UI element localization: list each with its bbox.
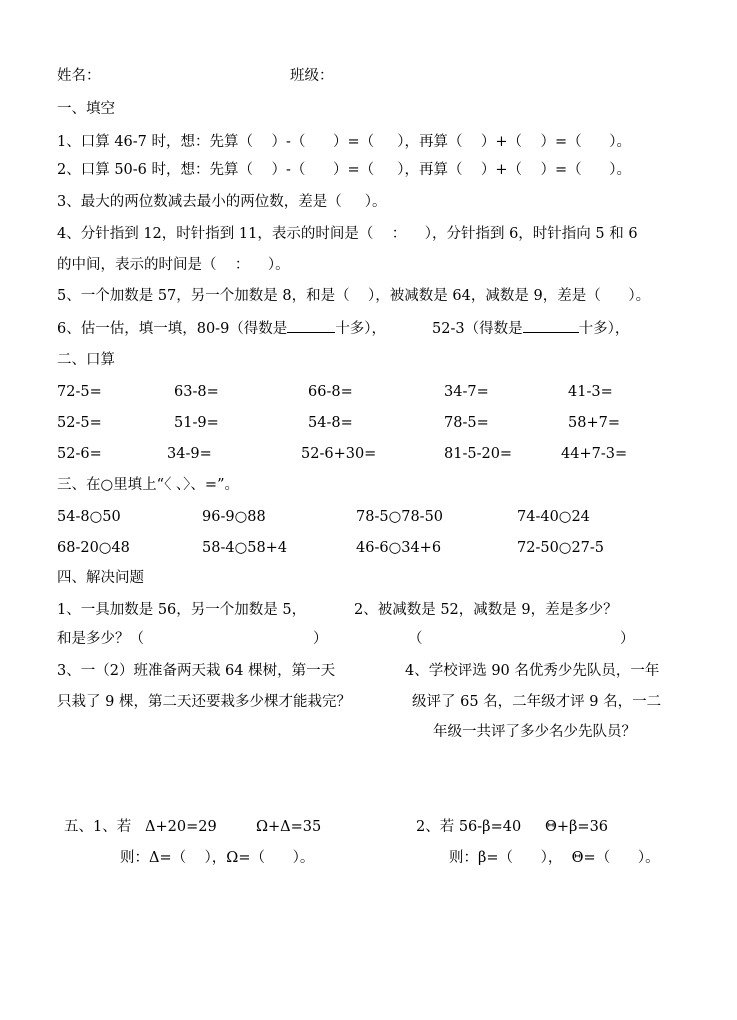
problem-1-line2: 和是多少？（: [57, 631, 144, 647]
compare-item: 96-9○88: [202, 509, 266, 525]
problem-2-close: ）: [620, 631, 635, 647]
problem-4-line2: 级评了 65 名，二年级才评 9 名，一二: [412, 694, 662, 710]
problem-2-line1: 2、被减数是 52，减数是 9，差是多少？: [354, 602, 618, 618]
problem-1-line1: 1、一具加数是 56，另一个加数是 5，: [57, 602, 307, 618]
compare-item: 72-50○27-5: [517, 540, 605, 556]
section-1-title: 一、填空: [57, 101, 115, 117]
q6-part-d: 十多），: [578, 321, 630, 337]
problem-2-open: （: [408, 631, 423, 647]
question-1-3: 3、最大的两位数减去最小的两位数，差是（ ）。: [57, 194, 387, 210]
calc-item: 52-6=: [57, 446, 102, 462]
compare-item: 74-40○24: [517, 509, 590, 525]
name-label: 姓名：: [57, 68, 101, 84]
compare-item: 78-5○78-50: [356, 509, 444, 525]
q6-part-c: 52-3（得数是: [432, 321, 523, 337]
question-1-1: 1、口算 46-7 时，想：先算（ ）-（ ）=（ ），再算（ ）+（ ）=（ ）。: [57, 134, 632, 150]
problem-1-close: ）: [313, 631, 328, 647]
section-4-title: 四、解决问题: [57, 570, 144, 586]
compare-item: 68-20○48: [57, 540, 130, 556]
answer-blank[interactable]: [523, 318, 579, 333]
section-3-title: 三、在○里填上“〈 、〉、=”。: [57, 477, 239, 493]
class-label: 班级：: [290, 68, 334, 84]
calc-item: 66-8=: [308, 384, 353, 400]
calc-item: 72-5=: [57, 384, 102, 400]
calc-item: 52-5=: [57, 415, 102, 431]
section-5-lead: 五、1、若: [64, 819, 132, 835]
problem-3-line2: 只栽了 9 棵，第二天还要栽多少棵才能栽完？: [57, 694, 351, 710]
section-2-title: 二、口算: [57, 352, 115, 368]
answer-line-2: 则：β=（ ）， Θ=（ ）。: [449, 850, 660, 866]
problem-3-line1: 3、一（2）班准备两天栽 64 棵树，第一天: [57, 663, 336, 679]
calc-item: 63-8=: [174, 384, 219, 400]
calc-item: 34-9=: [167, 446, 212, 462]
answer-blank[interactable]: [287, 318, 335, 333]
problem-4-line3: 年级一共评了多少名少先队员？: [433, 724, 636, 740]
calc-item: 54-8=: [308, 415, 353, 431]
compare-item: 46-6○34+6: [356, 540, 442, 556]
question-1-6-second: [432, 318, 629, 339]
calc-item: 51-9=: [174, 415, 219, 431]
compare-item: 58-4○58+4: [202, 540, 288, 556]
calc-item: 34-7=: [444, 384, 489, 400]
equation: Ω+Δ=35: [256, 819, 322, 835]
problem-4-line1: 4、学校评选 90 名优秀少先队员，一年: [405, 663, 660, 679]
calc-item: 52-6+30=: [301, 446, 377, 462]
calc-item: 58+7=: [568, 415, 620, 431]
equation: 2、若 56-β=40: [416, 819, 522, 835]
equation: Θ+β=36: [545, 819, 609, 835]
answer-line-1: 则：Δ=（ ），Ω=（ ）。: [120, 850, 315, 866]
calc-item: 81-5-20=: [444, 446, 513, 462]
calc-item: 44+7-3=: [561, 446, 628, 462]
q6-part-a: 6、估一估，填一填，80-9（得数是: [57, 321, 288, 337]
question-1-5: 5、一个加数是 57，另一个加数是 8，和是（ ），被减数是 64，减数是 9，差是（ ）。: [57, 288, 651, 304]
question-1-4-line1: 4、分针指到 12，时针指到 11，表示的时间是（ ： ），分针指到 6，时针指向 5 和 6: [57, 226, 638, 242]
calc-item: 78-5=: [444, 415, 489, 431]
equation: Δ+20=29: [145, 819, 217, 835]
calc-item: 41-3=: [568, 384, 613, 400]
question-1-6: [57, 318, 386, 339]
question-1-2: 2、口算 50-6 时，想：先算（ ）-（ ）=（ ），再算（ ）+（ ）=（ ）。: [57, 162, 632, 178]
q6-part-b: 十多），: [335, 321, 387, 337]
compare-item: 54-8○50: [57, 509, 121, 525]
question-1-4-line2: 的中间，表示的时间是（ ： ）。: [57, 257, 290, 273]
